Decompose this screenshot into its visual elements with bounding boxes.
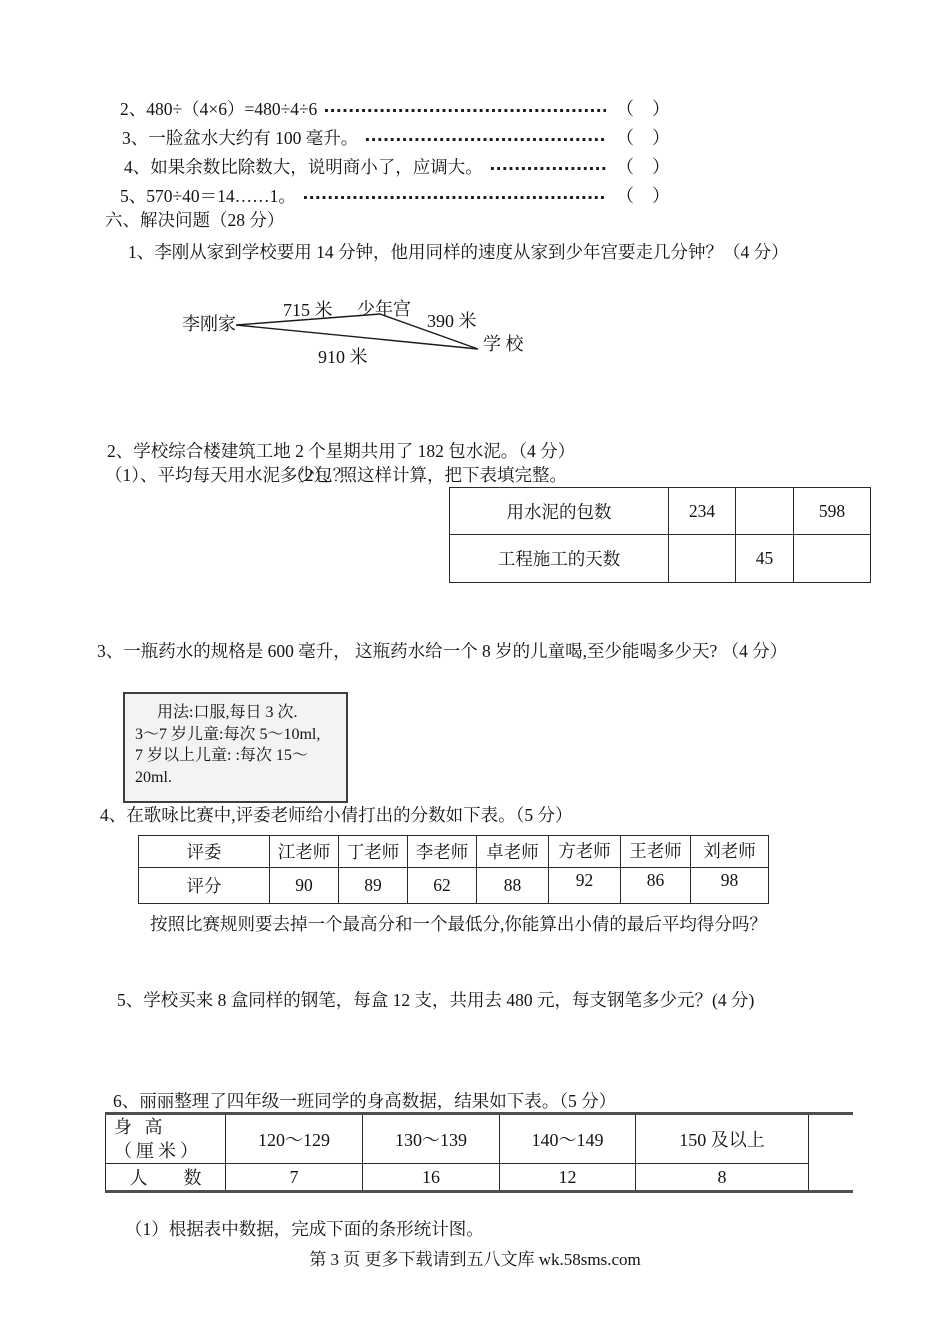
score-cell: 86 xyxy=(621,868,691,904)
count-cell: 12 xyxy=(500,1164,636,1191)
height-range: 150 及以上 xyxy=(636,1115,809,1164)
days-cell-blank xyxy=(669,535,736,583)
score-cell: 90 xyxy=(270,868,339,904)
cement-cell-blank xyxy=(736,488,794,535)
height-range: 140～149 xyxy=(500,1115,636,1164)
table-row xyxy=(106,1115,809,1164)
judgement-text: 5、570÷40＝14……1。 xyxy=(120,185,296,206)
table-row xyxy=(450,488,871,535)
question-6-text: 6、丽丽整理了四年级一班同学的身高数据，结果如下表。（5 分） xyxy=(113,1091,617,1111)
height-header-label: 身 高 （厘米） xyxy=(106,1115,226,1164)
diagram-distance-715: 715 米 xyxy=(283,300,333,320)
question-1-text: 1、李刚从家到学校要用 14 分钟，他用同样的速度从家到少年宫要走几分钟？（4 分） xyxy=(128,242,789,262)
cement-table xyxy=(449,487,871,583)
count-cell: 16 xyxy=(363,1164,500,1191)
judge-header: 评委 xyxy=(139,836,270,868)
judge-header: 王老师 xyxy=(621,836,691,868)
count-cell: 8 xyxy=(636,1164,809,1191)
answer-blank: （ ） xyxy=(616,128,670,148)
count-cell: 7 xyxy=(226,1164,363,1191)
days-cell-blank xyxy=(794,535,871,583)
cement-cell: 598 xyxy=(794,488,871,535)
question-6-sub: （1）根据表中数据，完成下面的条形统计图。 xyxy=(125,1219,484,1239)
judgement-text: 4、如果余数比除数大，说明商小了，应调大。 xyxy=(124,156,483,177)
question-2-sub1: （1）、平均每天用水泥多少包？ xyxy=(105,465,350,485)
dot-leader xyxy=(366,127,606,147)
days-cell: 45 xyxy=(736,535,794,583)
score-cell: 89 xyxy=(339,868,408,904)
judgement-item-2 xyxy=(120,95,670,121)
judge-header: 江老师 xyxy=(270,836,339,868)
judge-header: 方老师 xyxy=(549,836,621,868)
table-row xyxy=(450,535,871,583)
score-cell: 88 xyxy=(477,868,549,904)
answer-blank: （ ） xyxy=(616,99,670,119)
question-2-text: 2、学校综合楼建筑工地 2 个星期共用了 182 包水泥。（4 分） xyxy=(107,441,576,461)
question-5-text: 5、学校买来 8 盒同样的钢笔，每盒 12 支，共用去 480 元，每支钢笔多少元？(4 分) xyxy=(117,990,755,1010)
judgement-item-4 xyxy=(124,153,670,179)
answer-blank: （ ） xyxy=(616,157,670,177)
judge-header: 丁老师 xyxy=(339,836,408,868)
question-4-note: 按照比赛规则要去掉一个最高分和一个最低分,你能算出小倩的最后平均得分吗？ xyxy=(150,914,767,934)
diagram-distance-910: 910 米 xyxy=(318,347,368,367)
judgement-text: 2、480÷（4×6）=480÷4÷6 xyxy=(120,98,318,119)
diagram-label-home: 李刚家 xyxy=(182,314,236,334)
dot-leader xyxy=(304,185,606,205)
question-3-text: 3、一瓶药水的规格是 600 毫升， 这瓶药水给一个 8 岁的儿童喝,至少能喝多少天? （4 分） xyxy=(97,641,788,661)
judgement-text: 3、一脸盆水大约有 100 毫升。 xyxy=(122,127,359,148)
score-label: 评分 xyxy=(139,868,270,904)
height-range: 130～139 xyxy=(363,1115,500,1164)
count-row-label: 人 数 xyxy=(106,1164,226,1191)
answer-blank: （ ） xyxy=(616,186,670,206)
diagram-distance-390: 390 米 xyxy=(427,311,477,331)
height-table-frame xyxy=(105,1112,853,1193)
medicine-label-box xyxy=(123,692,348,803)
table-row xyxy=(106,1164,809,1191)
medicine-dose-line: 20ml. xyxy=(135,768,172,786)
judge-header: 李老师 xyxy=(408,836,477,868)
diagram-label-palace: 少年宫 xyxy=(357,299,411,319)
judge-header: 卓老师 xyxy=(477,836,549,868)
cement-cell: 234 xyxy=(669,488,736,535)
question-2-sub2: （2）、照这样计算，把下表填完整。 xyxy=(287,465,567,485)
medicine-dose-line: 7 岁以上儿童: :每次 15～ xyxy=(135,747,308,764)
page-footer: 第 3 页 更多下载请到五八文库 wk.58sms.com xyxy=(309,1250,641,1269)
score-cell: 92 xyxy=(549,868,621,904)
dot-leader xyxy=(325,98,606,118)
cement-row-label: 用水泥的包数 xyxy=(450,488,669,535)
judges-score-table xyxy=(138,835,769,904)
table-row xyxy=(139,868,769,904)
height-range: 120～129 xyxy=(226,1115,363,1164)
score-cell: 62 xyxy=(408,868,477,904)
judge-header: 刘老师 xyxy=(691,836,769,868)
dot-leader xyxy=(491,156,606,176)
medicine-usage-line: 用法:口服,每日 3 次. xyxy=(157,704,298,721)
score-cell: 98 xyxy=(691,868,769,904)
judgement-item-5 xyxy=(120,182,670,208)
section-heading: 六、解决问题（28 分） xyxy=(105,210,285,230)
medicine-dose-line: 3～7 岁儿童:每次 5～10ml, xyxy=(135,725,321,743)
diagram-label-school: 学 校 xyxy=(483,334,524,354)
question-4-text: 4、在歌咏比赛中,评委老师给小倩打出的分数如下表。（5 分） xyxy=(100,805,573,825)
height-table xyxy=(105,1115,809,1190)
judgement-item-3 xyxy=(122,124,670,150)
days-row-label: 工程施工的天数 xyxy=(450,535,669,583)
table-row xyxy=(139,836,769,868)
